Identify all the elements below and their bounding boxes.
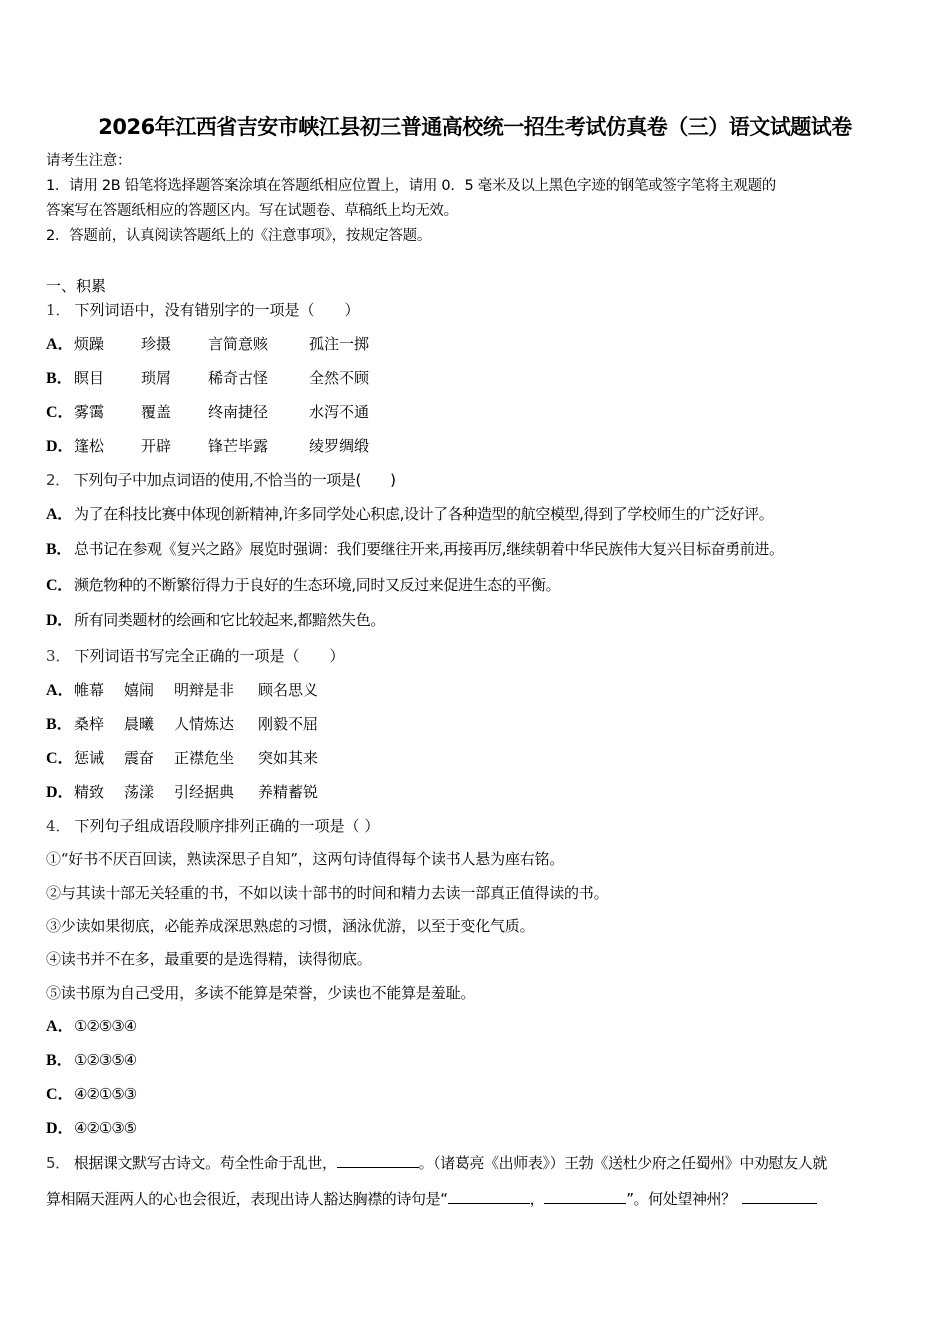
option-letter: D． bbox=[46, 784, 74, 801]
question-4-option-b[interactable] bbox=[46, 1049, 136, 1072]
word: 刚毅不屈 bbox=[258, 715, 319, 733]
word: 养精蓄锐 bbox=[258, 783, 319, 801]
word: 珍摄 bbox=[141, 335, 172, 353]
question-1-stem bbox=[46, 299, 360, 321]
question-2-option-a[interactable] bbox=[46, 503, 773, 526]
question-4-sentence-5: ⑤读书原为自己受用，多读不能算是荣誉，少读也不能算是羞耻。 bbox=[46, 984, 476, 1002]
question-2-option-c[interactable] bbox=[46, 574, 560, 597]
question-number: 5． bbox=[46, 1154, 70, 1172]
word: 晨曦 bbox=[124, 715, 155, 733]
answer-blank-3[interactable] bbox=[544, 1189, 626, 1204]
word: 正襟危坐 bbox=[174, 749, 235, 767]
word: 全然不顾 bbox=[309, 369, 370, 387]
question-1-option-c[interactable] bbox=[46, 401, 376, 424]
question-2-option-d[interactable] bbox=[46, 609, 385, 632]
word: 终南捷径 bbox=[208, 403, 269, 421]
word: 琐屑 bbox=[141, 369, 172, 387]
option-letter: D． bbox=[46, 612, 73, 629]
option-letter: B． bbox=[46, 1052, 73, 1069]
answer-blank-4[interactable] bbox=[742, 1189, 817, 1204]
question-4-sentence-1: ①“好书不厌百回读，熟读深思子自知”，这两句诗值得每个读书人悬为座右铭。 bbox=[46, 850, 565, 868]
option-letter: A． bbox=[46, 506, 73, 523]
question-3-option-c[interactable] bbox=[46, 747, 319, 770]
question-3-option-a[interactable] bbox=[46, 679, 319, 702]
question-2-option-b[interactable] bbox=[46, 538, 784, 561]
word: 言简意赅 bbox=[208, 335, 269, 353]
word: 锋芒毕露 bbox=[208, 437, 269, 455]
question-number: 2． bbox=[46, 471, 70, 489]
option-text: ①②③⑤④ bbox=[74, 1051, 137, 1069]
question-5-line-1 bbox=[46, 1152, 827, 1174]
document-title: 2026年江西省吉安市峡江县初三普通高校统一招生考试仿真卷（三）语文试题试卷 bbox=[98, 115, 852, 139]
option-letter: C． bbox=[46, 404, 74, 421]
option-text: ①②⑤③④ bbox=[74, 1017, 137, 1035]
separator: ， bbox=[529, 1190, 545, 1208]
option-letter: C． bbox=[46, 577, 73, 594]
notice-item-2: 2．答题前，认真阅读答题纸上的《注意事项》，按规定答题。 bbox=[46, 228, 432, 244]
section-heading: 一、积累 bbox=[46, 277, 107, 295]
option-letter: A． bbox=[46, 682, 74, 699]
option-text: 总书记在参观《复兴之路》展览时强调：我们要继往开来,再接再厉,继续朝着中华民族伟大复兴目标奋勇前进。 bbox=[74, 540, 784, 558]
word: 顾名思义 bbox=[258, 681, 319, 699]
answer-blank-1[interactable] bbox=[337, 1153, 419, 1168]
option-letter: C． bbox=[46, 750, 74, 767]
word: 惩诫 bbox=[74, 749, 105, 767]
word: 精致 bbox=[74, 783, 105, 801]
word: 明辩是非 bbox=[174, 681, 235, 699]
question-text: 算相隔天涯两人的心也会很近，表现出诗人豁达胸襟的诗句是“ bbox=[46, 1190, 448, 1208]
question-2-stem bbox=[46, 469, 396, 491]
question-text: ”。何处望神州？ bbox=[626, 1190, 736, 1208]
question-4-sentence-2: ②与其读十部无关轻重的书，不如以读十部书的时间和精力去读一部真正值得读的书。 bbox=[46, 884, 609, 902]
question-1-option-a[interactable] bbox=[46, 333, 376, 356]
question-1-option-b[interactable] bbox=[46, 367, 376, 390]
question-4-sentence-3: ③少读如果彻底，必能养成深思熟虑的习惯，涵泳优游，以至于变化气质。 bbox=[46, 917, 535, 935]
option-letter: D． bbox=[46, 1120, 74, 1137]
word: 震奋 bbox=[124, 749, 155, 767]
question-text: 根据课文默写古诗文。苟全性命于乱世， bbox=[73, 1154, 337, 1172]
word: 雾霭 bbox=[74, 403, 105, 421]
option-text: ④②①⑤③ bbox=[74, 1085, 137, 1103]
option-text: 所有同类题材的绘画和它比较起来,都黯然失色。 bbox=[74, 611, 385, 629]
word: 人情炼达 bbox=[174, 715, 235, 733]
question-4-option-c[interactable] bbox=[46, 1083, 136, 1106]
word: 稀奇古怪 bbox=[208, 369, 269, 387]
question-4-option-a[interactable] bbox=[46, 1015, 136, 1038]
option-text: 濒危物种的不断繁衍得力于良好的生态环境,同时又反过来促进生态的平衡。 bbox=[74, 576, 561, 594]
word: 开辟 bbox=[141, 437, 172, 455]
word: 突如其来 bbox=[258, 749, 319, 767]
question-3-option-b[interactable] bbox=[46, 713, 319, 736]
question-text: 下列词语中，没有错别字的一项是（ ） bbox=[74, 301, 360, 319]
notice-heading: 请考生注意： bbox=[46, 153, 132, 169]
question-4-sentence-4: ④读书并不在多，最重要的是选得精，读得彻底。 bbox=[46, 950, 372, 968]
word: 水泻不通 bbox=[309, 403, 370, 421]
option-letter: B． bbox=[46, 716, 73, 733]
option-letter: B． bbox=[46, 541, 72, 558]
question-number: 3． bbox=[46, 647, 71, 665]
answer-blank-2[interactable] bbox=[448, 1189, 530, 1204]
word: 引经据典 bbox=[174, 783, 235, 801]
option-letter: D． bbox=[46, 438, 74, 455]
notice-item-1-cont: 答案写在答题纸相应的答题区内。写在试题卷、草稿纸上均无效。 bbox=[46, 203, 458, 219]
word: 烦躁 bbox=[74, 335, 105, 353]
option-text: ④②①③⑤ bbox=[74, 1119, 137, 1137]
option-letter: B． bbox=[46, 370, 73, 387]
word: 荡漾 bbox=[124, 783, 155, 801]
question-3-stem bbox=[46, 645, 345, 667]
question-text: 下列句子中加点词语的使用,不恰当的一项是( ) bbox=[73, 471, 396, 489]
word: 帷幕 bbox=[74, 681, 105, 699]
word: 覆盖 bbox=[141, 403, 172, 421]
question-text: 下列句子组成语段顺序排列正确的一项是（ ） bbox=[74, 817, 380, 835]
question-5-line-2 bbox=[46, 1188, 817, 1210]
notice-item-1: 1．请用 2B 铅笔将选择题答案涂填在答题纸相应位置上，请用 0．5 毫米及以上黑色字迹的钢笔或签字笔将主观题的 bbox=[46, 178, 776, 194]
question-number: 4． bbox=[46, 817, 71, 835]
question-text: 下列词语书写完全正确的一项是（ ） bbox=[74, 647, 345, 665]
question-text: 。（诸葛亮《出师表》）王勃《送杜少府之任蜀州》中劝慰友人就 bbox=[418, 1154, 827, 1172]
word: 瞑目 bbox=[74, 369, 105, 387]
question-4-stem bbox=[46, 815, 379, 837]
question-3-option-d[interactable] bbox=[46, 781, 319, 804]
option-text: 为了在科技比赛中体现创新精神,许多同学处心积虑,设计了各种造型的航空模型,得到了学校师生的广泛好评。 bbox=[74, 505, 774, 523]
word: 篷松 bbox=[74, 437, 105, 455]
word: 孤注一掷 bbox=[309, 335, 370, 353]
word: 绫罗绸缎 bbox=[309, 437, 370, 455]
option-letter: C． bbox=[46, 1086, 74, 1103]
word: 嬉闹 bbox=[124, 681, 155, 699]
question-4-option-d[interactable] bbox=[46, 1117, 136, 1140]
option-letter: A． bbox=[46, 1018, 74, 1035]
option-letter: A． bbox=[46, 336, 74, 353]
word: 桑梓 bbox=[74, 715, 105, 733]
question-1-option-d[interactable] bbox=[46, 435, 376, 458]
question-number: 1． bbox=[46, 301, 71, 319]
